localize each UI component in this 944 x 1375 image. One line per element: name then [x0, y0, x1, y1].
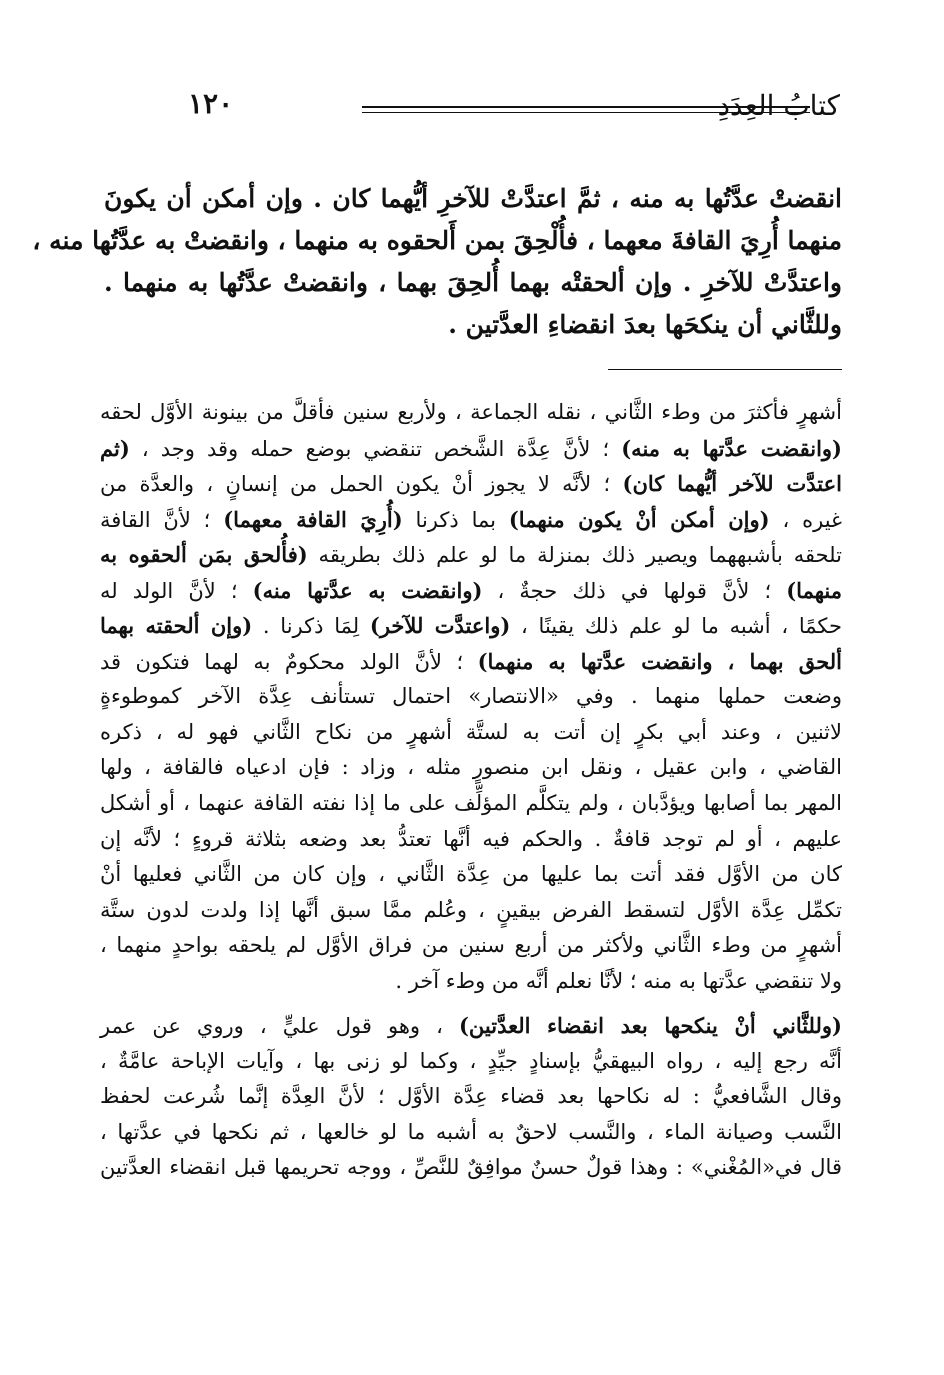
page-number: ١٢٠: [188, 87, 234, 120]
commentary-line: أنَّه رجع إليه ، رواه البيهقيُّ بإسنادٍ جيِّدٍ ، وكما لو زنى بها ، وآيات الإباحة عامَّةٌ ،: [100, 1048, 842, 1073]
commentary-line: النَّسب وصيانة الماء ، والنَّسب لاحقٌ به أشبه ما لو خالعها ، ثم نكحها في عدَّتها ،: [100, 1119, 842, 1144]
commentary-line: أشهرٍ من وطء الثَّاني ولأكثر من أربع سنين من فراق الأوَّل لم يلحقه بواحدٍ منهما ،: [100, 933, 842, 958]
commentary-line: منهما) ؛ لأنَّ قولها في ذلك حجةٌ ، (وانقضت به عدَّتها منه) ؛ لأنَّ الولد له: [100, 577, 842, 603]
commentary-line: وضعت حملها منهما . وفي «الانتصار» احتمال تستأنف عِدَّة الآخر كموطوءةٍ: [100, 684, 842, 709]
commentary-line: كان من الأوَّل فقد أتت بما عليها من عِدَّة الثَّاني ، وإن كان من الثَّاني فعليها أنْ: [100, 862, 842, 887]
matn-text: [32, 178, 842, 346]
commentary-line: تلحقه بأشبههما ويصير ذلك بمنزلة ما لو علم ذلك بطريقه (فأُلحق بمَن ألحقوه به: [100, 542, 842, 568]
matn-line: واعتدَّتْ للآخرِ . وإن ألحقتْه بهما أُلحِقَ بهما ، وانقضتْ عدَّتُها به منهما .: [104, 268, 842, 297]
commentary-line: لاثنين ، وعند أبي بكرٍ إن أتت به لستَّة أشهرٍ من نكاح الثَّاني فهو له ، ذكره: [100, 719, 842, 744]
matn-line: وللثَّاني أن ينكحَها بعدَ انقضاءِ العدَّتين .: [448, 310, 842, 339]
commentary-line: غيره ، (وإن أمكن أنْ يكون منهما) بما ذكرنا (أُرِيَ القافة معهما) ؛ لأنَّ القافة: [100, 506, 843, 532]
commentary-line: وقال الشَّافعيُّ : له نكاحها بعد قضاء عِدَّة الأوَّل ؛ لأنَّ العِدَّة إنَّما شُرعت لحفظ: [100, 1084, 842, 1109]
commentary-text: [100, 395, 842, 1186]
commentary-line: ألحق بهما ، وانقضت عدَّتها به منهما) ؛ لأنَّ الولد محكومٌ به لهما فتكون قد: [100, 648, 842, 674]
commentary-line: (وللثَّاني أنْ ينكحها بعد انقضاء العدَّتين) ، وهو قول عليٍّ ، وروي عن عمر: [100, 1013, 842, 1039]
commentary-line: المهر بما أصابها ويؤدَّبان ، ولم يتكلَّم المؤلِّف على ما إذا نفته القافة عنهما ، أو أشكل: [100, 791, 842, 816]
commentary-line: القاضي ، وابن عقيل ، ونقل ابن منصورٍ مثله ، وزاد : فإن ادعياه فالقافة ، ولها: [100, 755, 842, 780]
commentary-line: ولا تنقضي عدَّتها به منه ؛ لأنَّا نعلم أنَّه من وطء آخر .: [395, 968, 842, 993]
commentary-line: حكمًا ، أشبه ما لو علم ذلك يقينًا ، (واعتدَّت للآخر) لِمَا ذكرنا . (وإن ألحقته بهما: [100, 613, 842, 639]
matn-line: انقضتْ عدَّتُها به منه ، ثمَّ اعتدَّتْ للآخرِ أيُّهما كان . وإن أمكن أن يكونَ: [104, 184, 842, 213]
commentary-line: قال في«المُغْني» : وهذا قولٌ حسنٌ موافِقٌ للنَّصِّ ، ووجه تحريمها قبل انقضاء العدَّتين: [100, 1155, 842, 1180]
running-title: كتابُ العِدَدِ: [717, 89, 840, 122]
commentary-line: اعتدَّت للآخر أيُّهما كان) ؛ لأنَّه لا يجوز أنْ يكون الحمل من إنسانٍ ، والعدَّة من: [100, 471, 842, 497]
commentary-line: تكمِّل عِدَّة الأوَّل لتسقط الفرض بيقينٍ ، وعُلم ممَّا سبق أنَّها إذا ولدت لدون ستَّة: [100, 897, 842, 922]
commentary-line: عليهم ، أو لم توجد قافةٌ . والحكم فيه أنَّها تعتدُّ بعد وضعه بثلاثة قروءٍ ؛ لأنَّه إن: [100, 826, 842, 851]
commentary-line: (وانقضت عدَّتها به منه) ؛ لأنَّ عِدَّة الشَّخص تنقضي بوضع حمله وقد وجد ، (ثم: [100, 435, 842, 461]
page-header: [100, 88, 840, 124]
commentary-separator: [608, 369, 842, 370]
commentary-line: أشهرٍ فأكثرَ من وطء الثَّاني ، نقله الجماعة ، ولأربع سنين فأقلَّ من بينونة الأوَّل لحقه: [100, 400, 842, 424]
matn-line: منهما أُرِيَ القافةَ معهما ، فأُلْحِقَ بمن أَلحقوه به منهما ، وانقضتْ به عدَّتُها منه ،: [32, 226, 842, 255]
